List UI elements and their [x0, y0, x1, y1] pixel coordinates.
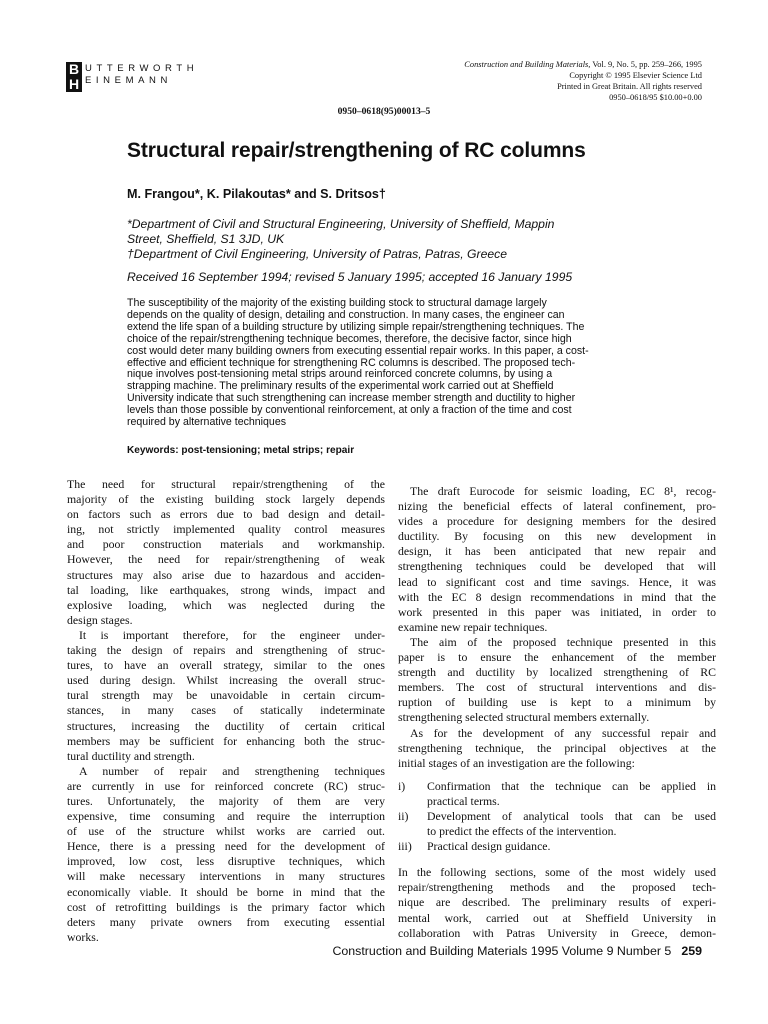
body-line: taking the design of repairs and strengthening of struc- [67, 643, 385, 658]
body-line: tal loading, like earthquakes, strong winds, impact and [67, 582, 385, 597]
logo-word-1: UTTERWORTH [85, 63, 199, 74]
abstract-line: University indicate that such strengthening can increase member strength and ductility to higher [127, 392, 576, 405]
body-line: The aim of the proposed technique presented in this [410, 634, 716, 649]
body-line: works. [67, 929, 99, 944]
body-line: on factors such as errors due to bad design and detail- [67, 507, 385, 522]
received-dates: Received 16 September 1994; revised 5 January 1995; accepted 16 January 1995 [127, 270, 573, 284]
body-line: strengthening technique, the principal objectives at the [398, 740, 716, 755]
body-line: work presented in this paper was initiated, in order to [398, 604, 716, 619]
body-line: structures may also arise due to hazardous and acciden- [67, 567, 385, 582]
list-item-text: practical terms. [427, 793, 500, 808]
body-line: of use of the structure whilst works are carried out. [67, 824, 385, 839]
body-line: are currently in use for reinforced concrete (RC) struc- [67, 778, 385, 793]
body-line: It is important therefore, for the engineer under- [79, 627, 385, 642]
publisher-logo [66, 61, 199, 92]
body-line: cost of retrofitting buildings is the primary factor which [67, 899, 385, 914]
body-line: used during design. Whilst increasing the overall struc- [67, 673, 385, 688]
body-line: However, the need for repair/strengthening of weak [67, 552, 385, 567]
body-line: design stages. [67, 612, 133, 627]
body-line: with the EC 8 design recommendations in mind that the [398, 589, 716, 604]
list-marker: ii) [398, 808, 409, 823]
body-line: and poor construction materials and workmanship. [67, 537, 385, 552]
body-line: strength and ductility by localized strengthening of RC [398, 665, 716, 680]
list-marker: iii) [398, 839, 412, 854]
body-line: vides a procedure for designing members for the desired [398, 514, 716, 529]
body-line: initial stages of an investigation are the following: [398, 755, 635, 770]
affiliation-line: *Department of Civil and Structural Engineering, University of Sheffield, Mappin [127, 217, 555, 231]
logo-letter-h: H [66, 77, 82, 92]
abstract-line: strapping machine. The preliminary results of the experimental work carried out at Sheffield [127, 380, 554, 393]
body-line: Hence, there is a pressing need for the development of [67, 839, 385, 854]
body-line: The draft Eurocode for seismic loading, EC 8¹, recog- [410, 484, 716, 498]
list-item [398, 779, 716, 794]
body-line: economically viable. It should be borne in mind that the [67, 884, 385, 899]
printed-line: Printed in Great Britain. All rights reserved [557, 82, 702, 91]
body-line: explosive loading, which was neglected during the [67, 597, 385, 612]
body-line: strengthening techniques could be developed that will [398, 559, 716, 574]
body-line: ruption of building use is kept to a minimum by [398, 695, 716, 710]
abstract-line: levels than those possible by conventional reinforcement, at only a fraction of the time and cost [127, 404, 572, 417]
footer-journal: Construction and Building Materials 1995 Volume 9 Number 5 [332, 944, 672, 958]
body-line: will make necessary interventions in many structures [67, 869, 385, 884]
body-line: A number of repair and strengthening techniques [79, 763, 385, 778]
price-line: 0950–0618/95 $10.00+0.00 [609, 93, 702, 102]
list-item [398, 794, 716, 809]
list-item [398, 809, 716, 824]
body-line: ductility. By focusing on this new development in [398, 529, 716, 544]
body-line: tures. Unfortunately, the majority of them are very [67, 793, 385, 808]
body-line: expensive, time consuming and require the interruption [67, 809, 385, 824]
body-line: improved, low cost, less disruptive techniques, which [67, 854, 385, 869]
document-code: 0950–0618(95)00013–5 [337, 106, 431, 117]
keywords: Keywords: post-tensioning; metal strips; repair [127, 445, 355, 456]
list-item [398, 839, 716, 854]
body-line: lead to significant cost and time savings. Hence, it was [398, 574, 716, 589]
list-item-text: to predict the effects of the intervention. [427, 824, 617, 839]
body-line: members may be sufficient for enhancing both the struc- [67, 733, 385, 748]
spacer [398, 854, 716, 865]
affiliation-line: Street, Sheffield, S1 3JD, UK [127, 232, 285, 246]
spacer [398, 771, 716, 779]
body-line: strengthening selected structural members externally. [398, 710, 650, 725]
body-column-left [67, 477, 385, 945]
body-line: majority of the existing building stock largely depends [67, 492, 385, 507]
journal-info [464, 59, 702, 103]
body-line: stances, in many cases of statically indeterminate [67, 703, 385, 718]
abstract-line: nique involves post-tensioning metal strips around reinforced concrete columns, by using a [127, 368, 553, 381]
body-line: In the following sections, some of the most widely used [398, 865, 716, 880]
affiliations [127, 217, 667, 262]
abstract [127, 298, 642, 429]
body-line: paper is to ensure the enhancement of the member [398, 650, 716, 665]
abstract-line: required by alternative techniques [127, 416, 287, 429]
journal-citation: Vol. 9, No. 5, pp. 259–266, 1995 [592, 60, 702, 69]
abstract-line: extend the life span of a building structure by utilizing simple repair/strengthening techniques. The [127, 320, 585, 333]
body-line: tures, to have an overall strategy, similar to the ones [67, 658, 385, 673]
page-number: 259 [681, 944, 702, 958]
logo-letter-b: B [66, 62, 82, 77]
body-line: members. The cost of structural interventions and dis- [398, 680, 716, 695]
list-item [398, 824, 716, 839]
abstract-line: choice of the repair/strengthening technique becomes, therefore, the decisive factor, since high [127, 332, 572, 345]
abstract-line: depends on the quality of design, detailing and construction. In many cases, the engineer can [127, 308, 565, 321]
abstract-line: effective and efficient technique for strengthening RC columns is described. The proposed tech- [127, 356, 576, 369]
journal-citation-line [464, 59, 702, 70]
authors: M. Frangou*, K. Pilakoutas* and S. Dritsos† [127, 187, 386, 201]
abstract-line: cost would deter many building owners from executing essential repair works. In this paper, a cost- [127, 344, 589, 357]
journal-name: Construction and Building Materials, [464, 60, 591, 69]
body-line: collaboration with Patras University in Greece, demon- [398, 925, 716, 940]
body-column-right [398, 484, 716, 941]
list-item-text: Development of analytical tools that can be used [427, 808, 716, 823]
body-line: design, it has been anticipated that new repair and [398, 544, 716, 559]
list-item-text: Practical design guidance. [427, 839, 551, 854]
body-line: examine new repair techniques. [398, 619, 548, 634]
body-line: tural ductility and strength. [67, 748, 195, 763]
body-line: repair/strengthening methods and the proposed tech- [398, 880, 716, 895]
paper-title: Structural repair/strengthening of RC columns [127, 139, 586, 162]
logo-word-2: EINEMANN [85, 75, 172, 86]
copyright-line: Copyright © 1995 Elsevier Science Ltd [569, 71, 702, 80]
body-line: As for the development of any successful repair and [410, 725, 716, 740]
body-line: mental work, carried out at Sheffield University in [398, 910, 716, 925]
body-line: tural strength may be unavoidable in certain circum- [67, 688, 385, 703]
body-line: nique are described. The preliminary results of experi- [398, 895, 716, 910]
body-line: ing, not strictly implemented quality control measures [67, 522, 385, 537]
list-item-text: Confirmation that the technique can be applied in [427, 778, 716, 793]
body-line: deters many private owners from executing essential [67, 914, 385, 929]
body-line: structures, increasing the ductility of certain critical [67, 718, 385, 733]
list-marker: i) [398, 778, 406, 793]
body-line: The need for structural repair/strengthening of the [67, 477, 385, 491]
body-line: nizing the beneficial effects of lateral confinement, pro- [398, 499, 716, 514]
affiliation-line: †Department of Civil Engineering, University of Patras, Patras, Greece [127, 247, 508, 261]
page-footer [332, 944, 702, 958]
abstract-line: The susceptibility of the majority of the existing building stock to structural damage largely [127, 297, 547, 309]
